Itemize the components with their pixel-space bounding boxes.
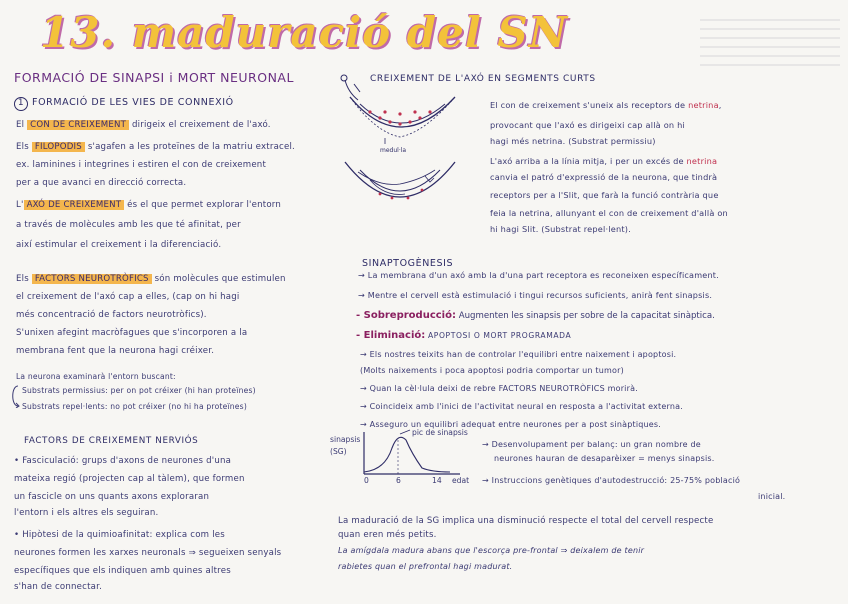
overproduction-text: Augmenten les sinapsis per sobre de la capacitat sinàptica. (458, 311, 715, 321)
netrina-line (490, 224, 631, 234)
highlighted-term: CON DE CREIXEMENT (27, 120, 129, 130)
note-text: ex. laminines i integrines i estiren el con de creixement (16, 160, 267, 170)
note-text: s'agafen a les proteïnes de la matriu extracel. (84, 142, 295, 152)
netrina-line (490, 172, 717, 182)
elimination-row (356, 330, 571, 341)
note-text: El (16, 120, 28, 130)
note-line (16, 200, 281, 210)
graph-note-line: → Desenvolupament per balanç: un gran nombre de (482, 440, 701, 449)
factors-line: • Fasciculació: grups d'axons de neurones d'una (14, 456, 232, 466)
elimination-line: → Els nostres teixits han de controlar l'equilibri entre naixement i apoptosi. (360, 350, 677, 359)
graph-tick-14: 14 (432, 476, 442, 485)
note-text: més concentració de factors neurotròfics). (16, 310, 207, 320)
note-text: Substrats repel·lents: no pot créixer (no hi ha proteïnes) (22, 402, 247, 411)
note-text: dirigeix el creixement de l'axó. (129, 120, 271, 130)
bottom-line: La maduració de la SG implica una disminució respecte el total del cervell respecte (338, 516, 714, 526)
note-text: feia la netrina, allunyant el con de creixement d'allà on (490, 208, 728, 218)
factors-line: mateixa regió (projecten cap al tàlem), que formen (14, 474, 245, 484)
factors-line: neurones formen les xarxes neuronals ⇒ segueixen senyals (14, 548, 282, 558)
netrina-term: netrina (686, 156, 718, 166)
note-text: L' (16, 200, 24, 210)
note-line (16, 120, 271, 130)
overproduction-label: - Sobreproducció: (356, 310, 456, 321)
subsection-label: FORMACIÓ DE LES VIES DE CONNEXIÓ (32, 97, 234, 108)
note-line (16, 372, 176, 381)
synaptogenesis-line: → La membrana d'un axó amb la d'una part receptora es reconeixen específicament. (358, 270, 719, 280)
netrina-line (490, 120, 685, 130)
factors-line: específiques que els indiquen amb quines altres (14, 566, 231, 576)
note-line (16, 310, 207, 320)
number-badge: 1 (14, 97, 28, 111)
elimination-label: - Eliminació: (356, 330, 426, 341)
note-text: canvia el patró d'expressió de la neurona, que tindrà (490, 172, 718, 182)
note-text: són molècules que estimulen (151, 274, 286, 284)
graph-note-line: inicial. (758, 492, 786, 501)
note-text: S'unixen afegint macròfagues que s'incorporen a la (16, 328, 248, 338)
factors-line: l'entorn i els altres els seguiran. (14, 508, 159, 518)
graph-note-line: neurones hauran de desaparèixer = menys sinapsis. (494, 454, 715, 463)
elimination-line: → Quan la cèl·lula deixi de rebre FACTORS NEUROTRÒFICS morirà. (360, 384, 638, 393)
note-line (16, 274, 286, 284)
netrina-line (490, 100, 722, 110)
note-text: L'axó arriba a la línia mitja, i per un excés de netrina (490, 156, 718, 166)
note-text: Substrats permissius: per on pot créixer (hi han proteïnes) (22, 386, 256, 395)
note-text: La neurona examinarà l'entorn buscant: (16, 372, 176, 381)
synaptogenesis-line: → Mentre el cervell està estimulació i tingui recursos suficients, anirà fent sinapsis. (358, 290, 713, 300)
note-text: El con de creixement s'uneix als receptors de netrina, (490, 100, 722, 110)
factors-line: s'han de connectar. (14, 582, 103, 592)
note-line (16, 292, 240, 302)
graph-note-line: → Instruccions genètiques d'autodestrucció: 25-75% població (482, 476, 741, 485)
factors-line: un fascicle on uns quants axons exploraran (14, 492, 210, 502)
netrina-line (490, 190, 719, 200)
note-text: per a que avanci en direcció correcta. (16, 178, 187, 188)
note-text: hagi més netrina. (Substrat permissiu) (490, 136, 656, 146)
diagram-heading: CREIXEMENT DE L'AXÓ EN SEGMENTS CURTS (370, 74, 596, 84)
factors-heading: FACTORS DE CREIXEMENT NERVIÓS (24, 436, 199, 446)
highlighted-term: FILOPODIS (32, 142, 85, 152)
note-line (16, 328, 247, 338)
note-text: Els (16, 274, 32, 284)
graph-peak-label: pic de sinapsis (412, 428, 468, 437)
note-line (16, 346, 214, 356)
axon-growth-diagram (330, 72, 470, 217)
bleed-through-text (700, 12, 840, 82)
note-text: membrana fent que la neurona hagi créixer. (16, 346, 215, 356)
graph-tick-0: 0 (364, 476, 369, 485)
note-line (22, 386, 256, 395)
graph-x-unit: edat (452, 476, 470, 485)
note-line (16, 142, 295, 152)
netrina-line (490, 156, 717, 166)
bottom-line: La amígdala madura abans que l'escorça pre-frontal ⇒ deixalem de tenir (338, 546, 645, 555)
synaptogenesis-heading: SINAPTOGÈNESIS (362, 258, 454, 269)
highlighted-term: AXÓ DE CREIXEMENT (24, 200, 125, 210)
elimination-line: → Coincideix amb l'inici de l'activitat neural en resposta a l'activitat externa. (360, 402, 683, 411)
graph-tick-6: 6 (396, 476, 401, 485)
factors-line: • Hipòtesi de la quimioafinitat: explica com les (14, 530, 225, 540)
note-line (16, 240, 221, 250)
bracket-arrow-icon (8, 384, 22, 408)
note-line (16, 220, 241, 230)
bottom-line: rabietes quan el prefrontal hagi madurat. (338, 562, 513, 571)
synapse-curve-graph (360, 428, 470, 496)
note-text: receptors per a l'Slit, que farà la funció contrària que (490, 190, 719, 200)
note-text: Els (16, 142, 32, 152)
elimination-line: (Molts naixements i poca apoptosi podria comportar un tumor) (360, 366, 624, 375)
medulla-label: medul·la (380, 147, 407, 154)
elimination-line: → Asseguro un equilibri adequat entre neurones per a post sinàptiques. (360, 420, 662, 429)
highlighted-term: FACTORS NEUROTRÒFICS (32, 274, 152, 284)
note-line (16, 178, 186, 188)
bottom-line: quan eren més petits. (338, 530, 437, 540)
page-title: 13. maduració del SN (40, 8, 569, 57)
netrina-line (490, 136, 656, 146)
overproduction-row (356, 310, 715, 321)
graph-ylabel: sinapsis (SG) (330, 435, 361, 456)
note-text: hi hagi Slit. (Substrat repel·lent). (490, 224, 632, 234)
note-text: el creixement de l'axó cap a elles, (cap on hi hagi (16, 292, 240, 302)
elimination-text: APOPTOSI O MORT PROGRAMADA (428, 331, 572, 340)
section-heading: FORMACIÓ DE SINAPSI i MORT NEURONAL (14, 70, 294, 85)
note-text: a través de molècules amb les que té afinitat, per (16, 220, 241, 230)
netrina-term: netrina (688, 100, 719, 110)
note-text: així estimular el creixement i la diferenciació. (16, 240, 222, 250)
note-line (16, 160, 266, 170)
netrina-line (490, 208, 728, 218)
note-line (22, 402, 247, 411)
note-text: provocant que l'axó es dirigeixi cap allà on hi (490, 120, 685, 130)
subsection-heading (14, 97, 234, 111)
note-text: és el que permet explorar l'entorn (124, 200, 281, 210)
